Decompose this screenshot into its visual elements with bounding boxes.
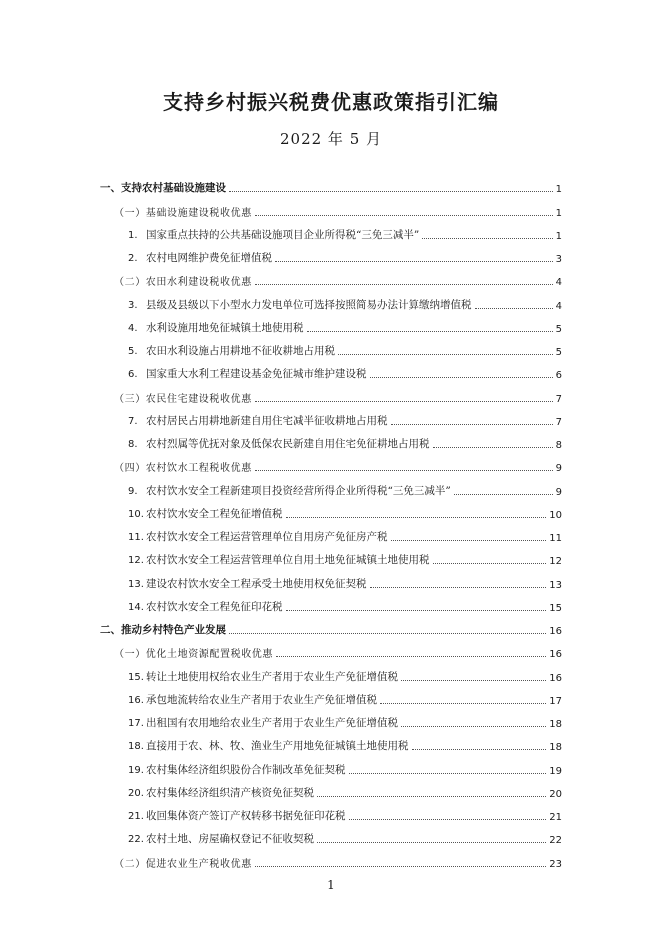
toc-entry-title [128,831,314,846]
toc-leader-dots [412,749,547,750]
toc-page-number: 7 [555,393,562,405]
toc-page-number: 20 [549,788,562,800]
toc-entry-title [114,645,273,660]
toc-entry-text: 农村饮水安全工程免征印花税 [146,600,283,613]
toc-page-number: 9 [555,486,562,498]
toc-entry-text: 国家重大水利工程建设基金免征城市维护建设税 [146,368,367,381]
toc-entry-text: （二）促进农业生产税收优惠 [114,858,252,870]
toc-entry-number: 14. [128,601,144,613]
toc-entry[interactable] [100,288,562,311]
toc-entry[interactable] [100,823,562,846]
toc-entry[interactable] [100,753,562,776]
toc-entry[interactable] [100,660,562,683]
toc-entry-number: 16. [128,694,144,706]
toc-leader-dots [255,284,553,285]
toc-page-number: 23 [549,858,562,870]
toc-entry-text: 农村土地、房屋确权登记不征收契税 [146,833,314,846]
toc-leader-dots [370,377,553,378]
toc-entry[interactable] [100,777,562,800]
toc-section[interactable] [100,172,562,195]
toc-leader-dots [317,842,546,843]
toc-page-number: 18 [549,719,562,730]
toc-entry-text: 国家重点扶持的公共基础设施项目企业所得税“三免三减半” [146,228,420,241]
toc-entry-title [128,576,367,591]
toc-entry[interactable] [100,498,562,521]
toc-leader-dots [349,773,547,774]
toc-leader-dots [475,308,553,309]
toc-entry[interactable] [100,800,562,823]
toc-entry-number: 8. [128,439,138,450]
toc-entry-number: 12. [128,555,144,567]
toc-page-number: 22 [549,835,562,847]
toc-entry[interactable] [100,358,562,381]
toc-entry-title [114,459,252,474]
table-of-contents [100,172,562,870]
toc-page-number: 16 [549,672,562,684]
toc-entry-title [128,227,419,242]
toc-entry-number: 4. [128,322,138,334]
toc-page-number: 1 [555,207,562,219]
toc-entry-number: 3. [128,299,138,311]
toc-leader-dots [401,726,546,727]
toc-entry-text: 承包地流转给农业生产者用于农业生产免征增值税 [146,693,377,706]
toc-page-number: 6 [555,370,562,382]
toc-entry-title [128,738,409,753]
toc-entry[interactable] [100,405,562,428]
toc-entry[interactable] [100,428,562,451]
toc-entry-text: 转让土地使用权给农业生产者用于农业生产免征增值税 [146,670,398,683]
toc-entry-text: 水利设施用地免征城镇土地使用税 [146,321,304,334]
toc-entry-text: 建设农村饮水安全工程承受土地使用权免征契税 [146,577,367,590]
toc-entry-text: （一）基础设施建设税收优惠 [114,207,252,219]
toc-entry-text: 出租国有农用地给农业生产者用于农业生产免征增值税 [146,717,398,729]
toc-entry-number: 18. [128,741,144,753]
toc-entry-title [128,297,472,312]
toc-leader-dots [255,866,546,867]
toc-entry-number: 17. [128,718,144,729]
toc-entry[interactable] [100,242,562,265]
toc-entry-title [114,204,252,219]
toc-page-number: 3 [555,254,562,265]
toc-leader-dots [229,191,553,192]
toc-entry-title [100,180,226,195]
toc-entry-number: 13. [128,578,144,590]
toc-entry[interactable] [100,707,562,730]
toc-entry[interactable] [100,591,562,614]
toc-entry-title [128,669,398,684]
toc-entry-text: 县级及县级以下小型水力发电单位可选择按照简易办法计算缴纳增值税 [146,298,472,311]
toc-entry-number: 6. [128,369,138,381]
toc-page-number: 4 [555,300,562,312]
toc-leader-dots [391,424,553,425]
toc-entry-number: 2. [128,253,138,264]
toc-page-number: 18 [549,742,562,754]
toc-leader-dots [229,633,546,634]
toc-subsection[interactable] [100,637,562,660]
toc-entry-title [128,343,335,358]
toc-leader-dots [370,587,547,588]
toc-entry-text: 农田水利设施占用耕地不征收耕地占用税 [146,345,335,357]
toc-entry-title [128,692,377,707]
toc-entry[interactable] [100,567,562,590]
toc-leader-dots [454,494,553,495]
toc-entry-text: 农村烈属等优抚对象及低保农民新建自用住宅免征耕地占用税 [146,438,430,450]
toc-entry-text: 农村饮水安全工程免征增值税 [146,507,283,520]
toc-subsection[interactable] [100,195,562,218]
toc-page-number: 1 [555,184,562,196]
toc-entry-title [128,436,430,451]
toc-page-number: 1 [555,230,562,242]
toc-leader-dots [422,238,552,239]
toc-entry-title [128,250,272,265]
toc-entry[interactable] [100,521,562,544]
toc-leader-dots [286,610,547,611]
toc-entry-number: 20. [128,787,144,799]
toc-entry-text: 农村饮水安全工程运营管理单位自用房产免征房产税 [146,531,388,543]
toc-leader-dots [401,680,546,681]
toc-entry-text: （二）农田水利建设税收优惠 [114,277,252,289]
toc-entry[interactable] [100,730,562,753]
toc-entry-title [128,552,430,567]
toc-page-number: 10 [549,509,562,521]
toc-entry-text: 农村饮水安全工程运营管理单位自用土地免征城镇土地使用税 [146,554,430,567]
toc-entry-title [128,762,346,777]
toc-entry-text: 二、推动乡村特色产业发展 [100,624,226,636]
toc-page-number: 15 [549,602,562,614]
toc-leader-dots [433,563,547,564]
toc-leader-dots [255,401,553,402]
toc-entry-text: （一）优化土地资源配置税收优惠 [114,649,273,661]
toc-page-number: 5 [555,323,562,335]
toc-page-number: 13 [549,579,562,591]
toc-entry-text: （四）农村饮水工程税收优惠 [114,463,252,475]
toc-page-number: 21 [549,812,562,823]
toc-leader-dots [391,540,547,541]
toc-entry-title [128,808,346,823]
toc-entry-number: 11. [128,532,144,543]
toc-leader-dots [349,819,547,820]
toc-entry-text: 一、支持农村基础设施建设 [100,182,226,195]
toc-entry-text: 农村饮水安全工程新建项目投资经营所得企业所得税“三免三减半” [146,484,451,497]
toc-entry[interactable] [100,544,562,567]
toc-page-number: 7 [555,416,562,428]
toc-entry[interactable] [100,474,562,497]
toc-entry-text: （三）农民住宅建设税收优惠 [114,393,252,405]
toc-section[interactable] [100,614,562,637]
toc-subsection[interactable] [100,451,562,474]
toc-page-number: 5 [555,347,562,358]
toc-page-number: 9 [555,463,562,475]
toc-entry-number: 9. [128,485,138,497]
toc-page-number: 17 [549,695,562,707]
document-title: 支持乡村振兴税费优惠政策指引汇编 [163,90,499,114]
toc-entry[interactable] [100,219,562,242]
toc-entry-number: 5. [128,346,138,357]
toc-entry-title [114,390,252,405]
toc-page-number: 8 [555,440,562,451]
document-date: 2022 年 5 月 [279,130,383,148]
toc-entry-number: 7. [128,415,138,427]
toc-page-number: 4 [555,277,562,289]
toc-leader-dots [307,331,553,332]
page-number: 1 [327,878,335,892]
toc-leader-dots [255,215,553,216]
toc-entry-text: 农村集体经济组织股份合作制改革免征契税 [146,763,346,776]
toc-entry-title [128,599,283,614]
toc-page-number: 12 [549,556,562,568]
toc-entry[interactable] [100,335,562,358]
toc-leader-dots [286,517,547,518]
toc-entry-text: 直接用于农、林、牧、渔业生产用地免征城镇土地使用税 [146,740,409,753]
toc-leader-dots [433,447,553,448]
toc-entry-number: 22. [128,834,144,846]
toc-page-number: 16 [549,626,562,637]
toc-entry-title [128,715,398,730]
toc-entry-title [100,622,226,637]
toc-entry-text: 农村集体经济组织清产核资免征契税 [146,786,314,799]
toc-entry-number: 19. [128,764,144,776]
toc-entry-text: 收回集体资产签订产权转移书据免征印花税 [146,810,346,822]
toc-entry-title [128,529,388,544]
toc-entry-text: 农村电网维护费免征增值税 [146,252,272,264]
toc-subsection[interactable] [100,265,562,288]
toc-page-number: 19 [549,765,562,777]
toc-entry-title [128,366,367,381]
toc-leader-dots [276,656,546,657]
toc-entry-number: 1. [128,229,138,241]
toc-entry-title [128,483,451,498]
toc-entry-number: 15. [128,671,144,683]
toc-entry-title [128,506,283,521]
toc-entry-title [114,855,252,870]
toc-subsection[interactable] [100,381,562,404]
toc-leader-dots [380,703,546,704]
toc-leader-dots [338,354,553,355]
toc-entry[interactable] [100,312,562,335]
toc-entry-title [128,413,388,428]
toc-entry-number: 10. [128,508,144,520]
toc-leader-dots [255,470,553,471]
toc-subsection[interactable] [100,846,562,869]
toc-leader-dots [317,796,546,797]
toc-entry-title [128,320,304,335]
toc-entry-title [114,273,252,288]
toc-entry-title [128,785,314,800]
toc-leader-dots [275,261,553,262]
toc-entry-number: 21. [128,811,144,822]
toc-entry[interactable] [100,684,562,707]
toc-entry-text: 农村居民占用耕地新建自用住宅减半征收耕地占用税 [146,414,388,427]
toc-page-number: 16 [549,649,562,661]
toc-page-number: 11 [549,533,562,544]
